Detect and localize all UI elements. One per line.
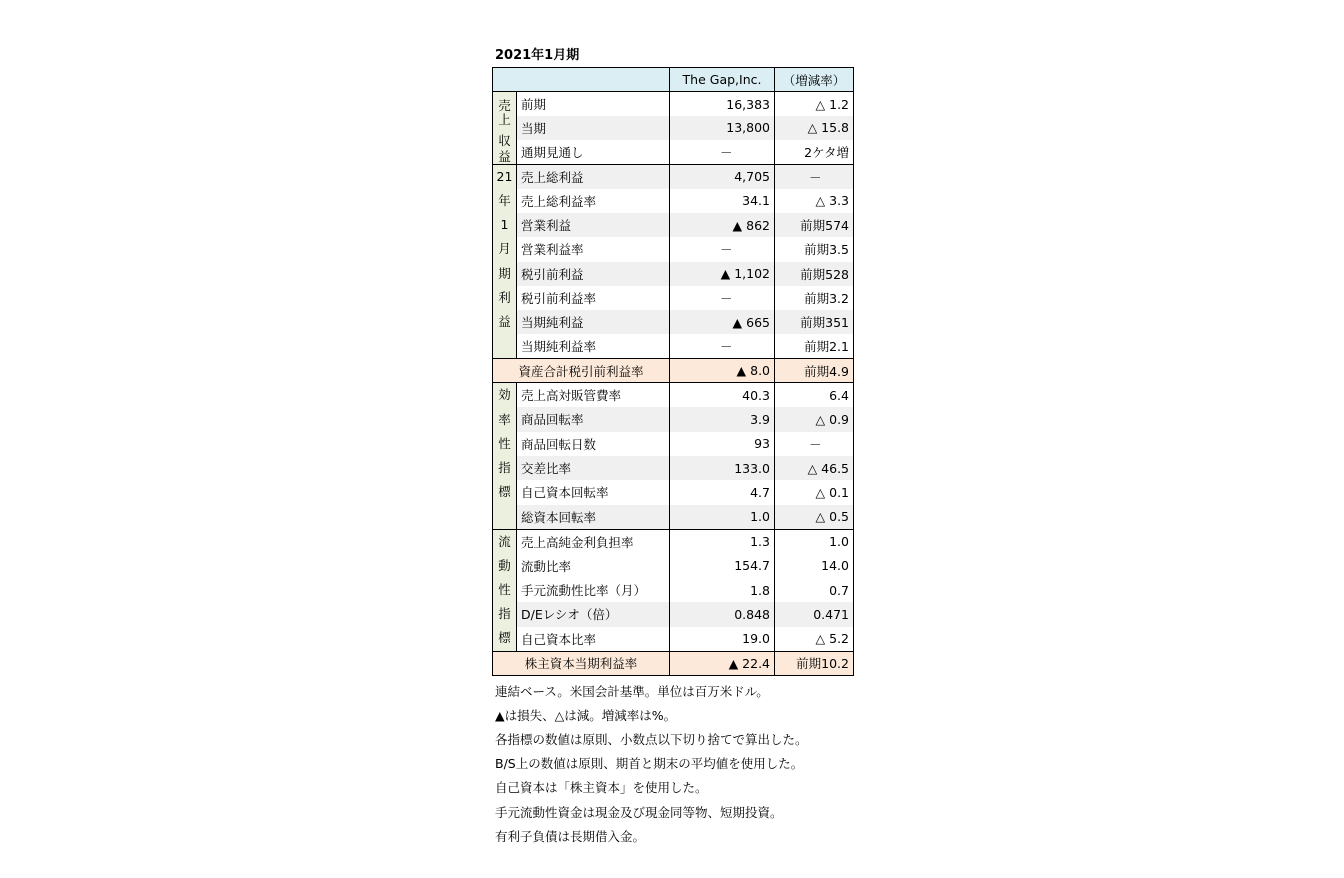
row-rate: △ 1.2 xyxy=(775,92,854,116)
summary-value: ▲ 8.0 xyxy=(670,359,775,383)
note-line: 各指標の数値は原則、小数点以下切り捨てで算出した。 xyxy=(495,732,808,748)
row-label: 当期純利益率 xyxy=(517,334,670,358)
note-line: 有利子負債は長期借入金。 xyxy=(495,828,646,844)
row-value: 93 xyxy=(670,432,775,456)
financial-summary xyxy=(492,44,853,849)
group-char xyxy=(493,504,516,528)
group-char: 上 xyxy=(498,112,511,128)
table-row xyxy=(493,578,854,602)
group-char: 益 xyxy=(498,149,511,165)
group-char: 流 xyxy=(498,533,511,549)
table-row xyxy=(493,189,854,213)
row-rate: △ 0.5 xyxy=(775,505,854,529)
table-row xyxy=(493,529,854,553)
row-label: 通期見通し xyxy=(517,140,670,164)
note-line: B/S上の数値は原則、期首と期末の平均値を使用した。 xyxy=(495,756,804,772)
row-rate: 1.0 xyxy=(775,529,854,553)
table-row xyxy=(493,334,854,358)
notes xyxy=(492,680,853,849)
table-row xyxy=(493,213,854,237)
row-rate: 0.7 xyxy=(775,578,854,602)
summary-row xyxy=(493,651,854,675)
table-row xyxy=(493,237,854,261)
row-value: 1.3 xyxy=(670,529,775,553)
row-value: ▲ 665 xyxy=(670,310,775,334)
row-label: 商品回転率 xyxy=(517,407,670,431)
group-char: 21 xyxy=(496,168,513,184)
row-label: 当期純利益 xyxy=(517,310,670,334)
row-label: 前期 xyxy=(517,92,670,116)
row-value: 1.0 xyxy=(670,505,775,529)
group-profit xyxy=(493,164,517,359)
group-char: 期 xyxy=(498,265,511,281)
group-char: 売 xyxy=(498,97,511,113)
table-row xyxy=(493,505,854,529)
row-rate: △ 3.3 xyxy=(775,189,854,213)
row-value: 16,383 xyxy=(670,92,775,116)
row-value: － xyxy=(670,286,775,310)
row-label: D/Eレシオ（倍） xyxy=(517,602,670,626)
row-rate: 6.4 xyxy=(775,383,854,407)
group-char: 年 xyxy=(498,192,511,208)
row-label: 手元流動性比率（月） xyxy=(517,578,670,602)
group-char: 利 xyxy=(498,289,511,305)
header-rate: （増減率） xyxy=(775,68,854,92)
row-value: 4,705 xyxy=(670,164,775,188)
row-rate: － xyxy=(775,432,854,456)
row-rate: △ 15.8 xyxy=(775,116,854,140)
note-line: ▲は損失、△は減。増減率は%。 xyxy=(495,707,677,723)
summary-rate: 前期10.2 xyxy=(775,651,854,675)
row-value: 3.9 xyxy=(670,407,775,431)
group-char: 益 xyxy=(498,313,511,329)
group-char: 性 xyxy=(498,581,511,597)
row-rate: 前期351 xyxy=(775,310,854,334)
row-value: 13,800 xyxy=(670,116,775,140)
row-label: 自己資本比率 xyxy=(517,627,670,651)
table-row xyxy=(493,627,854,651)
table-row xyxy=(493,286,854,310)
table-row xyxy=(493,480,854,504)
period-title: 2021年1月期 xyxy=(495,48,580,63)
row-label: 営業利益率 xyxy=(517,237,670,261)
row-rate: △ 5.2 xyxy=(775,627,854,651)
row-value: － xyxy=(670,334,775,358)
header-company: The Gap,Inc. xyxy=(670,68,775,92)
row-label: 税引前利益率 xyxy=(517,286,670,310)
summary-label: 資産合計税引前利益率 xyxy=(493,359,670,383)
row-label: 総資本回転率 xyxy=(517,505,670,529)
row-label: 税引前利益 xyxy=(517,262,670,286)
table-row xyxy=(493,432,854,456)
row-label: 交差比率 xyxy=(517,456,670,480)
row-value: 1.8 xyxy=(670,578,775,602)
row-rate: 2ケタ増 xyxy=(775,140,854,164)
row-value: ▲ 1,102 xyxy=(670,262,775,286)
row-rate: △ 46.5 xyxy=(775,456,854,480)
table-row xyxy=(493,92,854,116)
row-label: 売上高対販管費率 xyxy=(517,383,670,407)
financial-table xyxy=(492,67,854,676)
group-revenue xyxy=(493,92,517,165)
table-row xyxy=(493,383,854,407)
row-label: 当期 xyxy=(517,116,670,140)
table-row xyxy=(493,553,854,577)
table-row xyxy=(493,602,854,626)
row-value: － xyxy=(670,237,775,261)
row-value: 34.1 xyxy=(670,189,775,213)
table-row xyxy=(493,262,854,286)
group-char: 月 xyxy=(498,241,511,257)
group-char: 1 xyxy=(500,217,509,233)
note-line: 連結ベース。米国会計基準。単位は百万米ドル。 xyxy=(495,683,769,699)
row-value: 40.3 xyxy=(670,383,775,407)
row-rate: 前期2.1 xyxy=(775,334,854,358)
table-header xyxy=(493,68,854,92)
row-value: ▲ 862 xyxy=(670,213,775,237)
row-value: 0.848 xyxy=(670,602,775,626)
row-value: 133.0 xyxy=(670,456,775,480)
summary-rate: 前期4.9 xyxy=(775,359,854,383)
group-char: 標 xyxy=(498,630,511,646)
note-line: 自己資本は「株主資本」を使用した。 xyxy=(495,780,708,796)
row-rate: 前期3.5 xyxy=(775,237,854,261)
summary-label: 株主資本当期利益率 xyxy=(493,651,670,675)
table-row xyxy=(493,164,854,188)
table-row xyxy=(493,456,854,480)
group-char: 率 xyxy=(498,411,511,427)
header-blank xyxy=(493,68,670,92)
group-char: 動 xyxy=(498,557,511,573)
row-label: 商品回転日数 xyxy=(517,432,670,456)
group-efficiency xyxy=(493,383,517,529)
row-rate: 前期3.2 xyxy=(775,286,854,310)
table-row xyxy=(493,140,854,164)
summary-row xyxy=(493,359,854,383)
row-value: 4.7 xyxy=(670,480,775,504)
group-char xyxy=(493,334,516,358)
group-char: 指 xyxy=(498,606,511,622)
group-char: 標 xyxy=(498,484,511,500)
row-label: 自己資本回転率 xyxy=(517,480,670,504)
note-line: 手元流動性資金は現金及び現金同等物、短期投資。 xyxy=(495,804,783,820)
row-rate: 前期574 xyxy=(775,213,854,237)
table-row xyxy=(493,116,854,140)
row-rate: 14.0 xyxy=(775,553,854,577)
table-row xyxy=(493,407,854,431)
row-value: 19.0 xyxy=(670,627,775,651)
group-char: 指 xyxy=(498,460,511,475)
row-label: 売上総利益率 xyxy=(517,189,670,213)
row-rate: － xyxy=(775,164,854,188)
group-char: 性 xyxy=(498,435,511,451)
row-rate: 0.471 xyxy=(775,602,854,626)
row-label: 売上総利益 xyxy=(517,164,670,188)
row-rate: △ 0.9 xyxy=(775,407,854,431)
row-label: 営業利益 xyxy=(517,213,670,237)
row-label: 流動比率 xyxy=(517,553,670,577)
group-char: 効 xyxy=(498,387,511,403)
row-rate: △ 0.1 xyxy=(775,480,854,504)
row-rate: 前期528 xyxy=(775,262,854,286)
summary-value: ▲ 22.4 xyxy=(670,651,775,675)
row-value: 154.7 xyxy=(670,553,775,577)
row-label: 売上高純金利負担率 xyxy=(517,529,670,553)
table-row xyxy=(493,310,854,334)
group-liquidity xyxy=(493,529,517,651)
row-value: － xyxy=(670,140,775,164)
group-char: 収 xyxy=(498,133,511,149)
